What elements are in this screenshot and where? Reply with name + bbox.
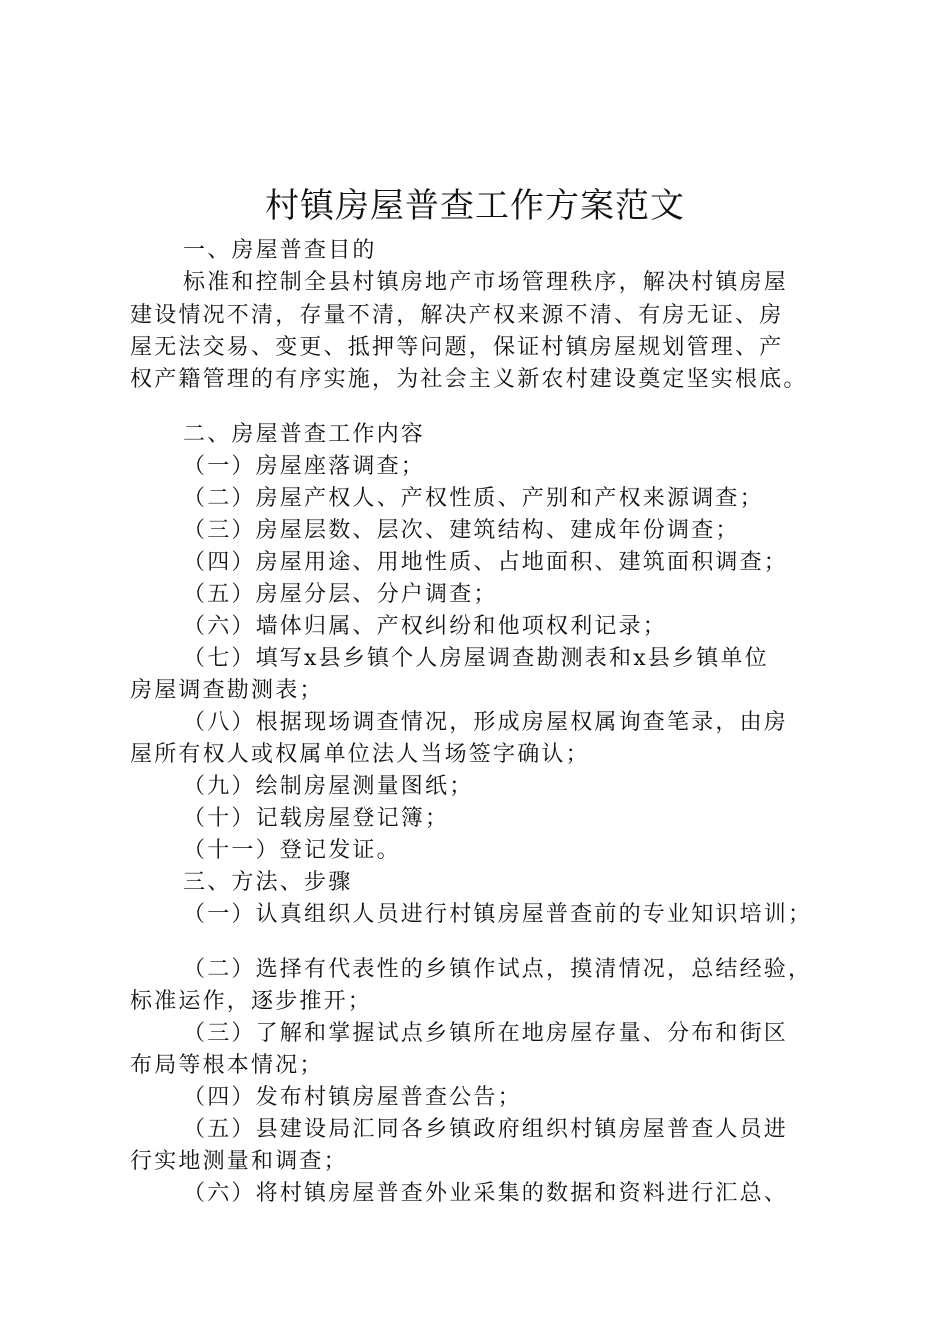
list-item: （六）墙体归属、产权纠纷和他项权利记录； bbox=[183, 614, 668, 639]
list-item: （二）房屋产权人、产权性质、产别和产权来源调查； bbox=[183, 486, 764, 511]
list-item: （三）了解和掌握试点乡镇所在地房屋存量、分布和街区 bbox=[183, 1021, 789, 1046]
list-item: （九）绘制房屋测量图纸； bbox=[183, 774, 474, 799]
paragraph-line: 权产籍管理的有序实施，为社会主义新农村建设奠定坚实根底。 bbox=[130, 367, 808, 392]
list-item: （十）记载房屋登记簿； bbox=[183, 806, 450, 831]
list-item: （五）县建设局汇同各乡镇政府组织村镇房屋普查人员进 bbox=[183, 1117, 789, 1142]
paragraph-line: 建设情况不清，存量不清，解决产权来源不清、有房无证、房 bbox=[130, 303, 784, 328]
list-item: （八）根据现场调查情况，形成房屋权属询查笔录，由房 bbox=[183, 710, 789, 735]
document-title: 村镇房屋普查工作方案范文 bbox=[265, 186, 685, 226]
list-item: （一）认真组织人员进行村镇房屋普查前的专业知识培训； bbox=[183, 902, 813, 927]
list-item: （六）将村镇房屋普查外业采集的数据和资料进行汇总、 bbox=[183, 1181, 789, 1206]
section-heading-method: 三、方法、步骤 bbox=[183, 870, 353, 895]
list-item-continuation: 房屋调查勘测表； bbox=[130, 678, 324, 703]
paragraph-line: 标准和控制全县村镇房地产市场管理秩序，解决村镇房屋 bbox=[183, 270, 789, 295]
section-heading-content: 二、房屋普查工作内容 bbox=[183, 422, 426, 447]
list-item: （十一）登记发证。 bbox=[183, 838, 401, 863]
list-item-continuation: 布局等根本情况； bbox=[130, 1053, 324, 1078]
list-item-continuation: 屋所有权人或权属单位法人当场签字确认； bbox=[130, 742, 590, 767]
list-item-continuation: 行实地测量和调查； bbox=[130, 1149, 348, 1174]
list-item: （一）房屋座落调查； bbox=[183, 454, 426, 479]
list-item-continuation: 标准运作，逐步推开； bbox=[130, 989, 373, 1014]
section-heading-purpose: 一、房屋普查目的 bbox=[183, 238, 377, 263]
list-item: （四）房屋用途、用地性质、占地面积、建筑面积调查； bbox=[183, 550, 789, 575]
list-item: （七）填写x县乡镇个人房屋调查勘测表和x县乡镇单位 bbox=[183, 646, 769, 671]
list-item: （二）选择有代表性的乡镇作试点，摸清情况，总结经验， bbox=[183, 957, 813, 982]
list-item: （四）发布村镇房屋普查公告； bbox=[183, 1085, 522, 1110]
list-item: （三）房屋层数、层次、建筑结构、建成年份调查； bbox=[183, 518, 740, 543]
paragraph-line: 屋无法交易、变更、抵押等问题，保证村镇房屋规划管理、产 bbox=[130, 335, 784, 360]
list-item: （五）房屋分层、分户调查； bbox=[183, 582, 498, 607]
